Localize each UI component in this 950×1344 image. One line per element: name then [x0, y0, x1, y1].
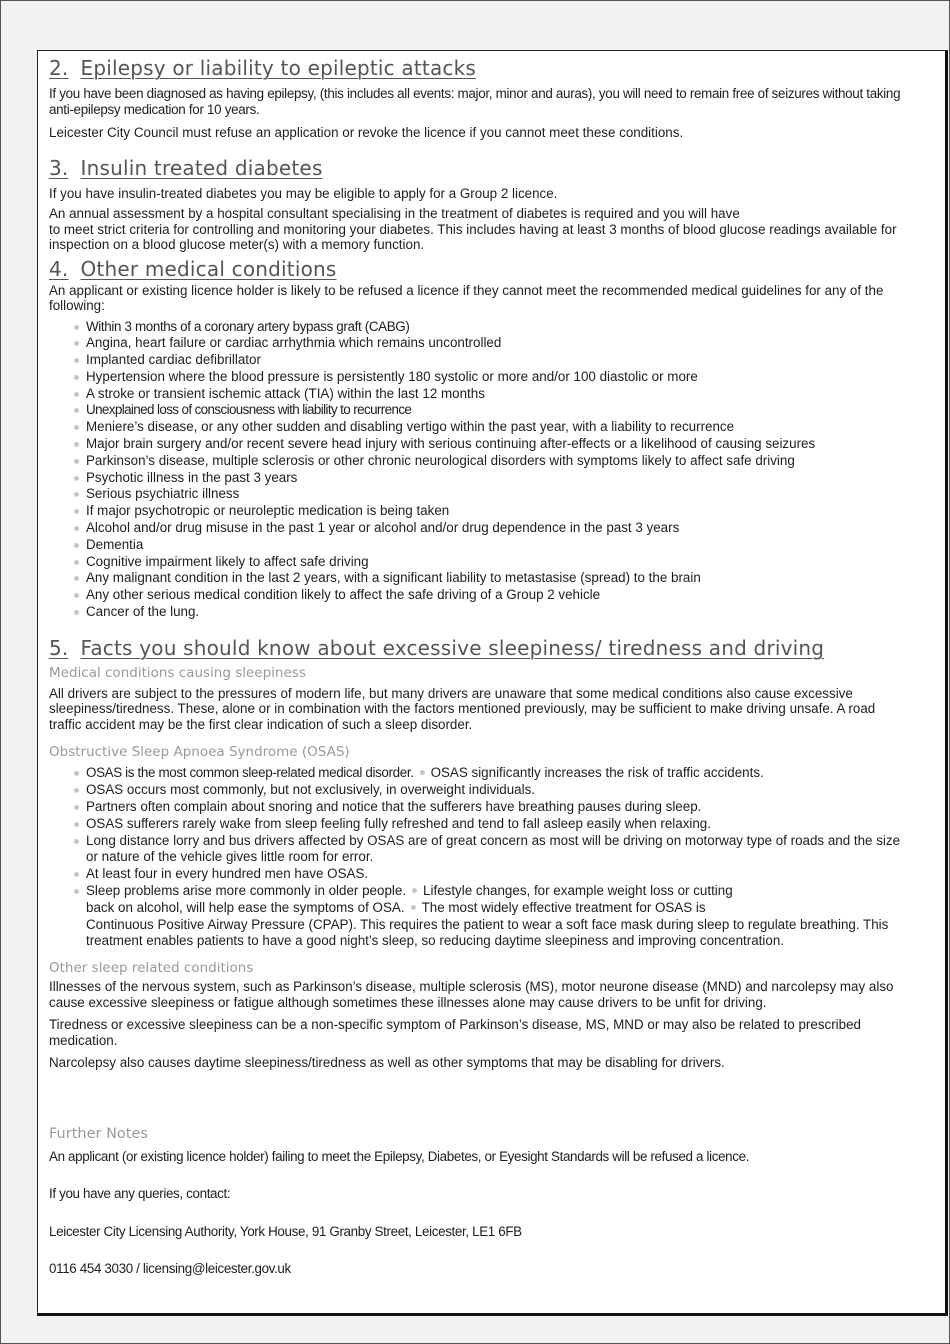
further-notes-address: Leicester City Licensing Authority, York House, 91 Granby Street, Leicester, LE1 6FB	[49, 1223, 522, 1239]
further-notes-line-2: If you have any queries, contact:	[49, 1186, 231, 1202]
section-5-heading: 5. Facts you should know about excessive sleepiness/ tiredness and driving	[49, 635, 825, 660]
further-notes-line-1: An applicant (or existing licence holder) failing to meet the Epilepsy, Diabetes, or Eyesight Standards will be refused a licence.	[49, 1148, 750, 1164]
epilepsy-paragraph-2: Leicester City Council must refuse an application or revoke the licence if you cannot meet these conditions.	[49, 125, 684, 140]
other-sleep-paragraph-2: Tiredness or excessive sleepiness can be a non-specific symptom of Parkinson’s disease, MS, MND or may also be related to prescribed medication.	[49, 1017, 861, 1048]
list-item: OSAS occurs most commonly, but not exclusively, in overweight individuals.	[74, 782, 911, 799]
section-2-heading: 2. Epilepsy or liability to epileptic attacks	[49, 56, 477, 80]
list-item: If major psychotropic or neuroleptic medication is being taken	[74, 503, 911, 520]
document-frame	[37, 50, 948, 1316]
list-item: Serious psychiatric illness	[74, 486, 911, 503]
list-item: Psychotic illness in the past 3 years	[74, 470, 911, 487]
section-3-heading: 3. Insulin treated diabetes	[49, 155, 323, 180]
list-item: A stroke or transient ischemic attack (TIA) within the last 12 months	[74, 386, 911, 403]
list-item: At least four in every hundred men have OSAS.	[74, 866, 911, 883]
document-content	[49, 56, 911, 1277]
other-conditions-intro: An applicant or existing licence holder is likely to be refused a licence if they cannot meet the recommended medical guidelines for any of the following:	[49, 282, 884, 313]
other-sleep-paragraph-3: Narcolepsy also causes daytime sleepiness/tiredness as well as other symptoms that may be disabling for drivers.	[49, 1055, 725, 1071]
further-notes	[49, 1126, 911, 1277]
list-item: Cancer of the lung.	[74, 604, 911, 621]
bullet-icon	[411, 905, 416, 910]
list-item: Sleep problems arise more commonly in older people. Lifestyle changes, for example weight loss or cutting back on alcohol, will help ease the symptoms of OSA. The most widely effective treatment for OSAS is Continuous Positive Airway Pressure (CPAP). This requires the patient to wear a soft face mask during sleep to regulate breathing. This treatment enables patients to have a good night’s sleep, so reducing daytime sleepiness and improving concentration.	[74, 883, 911, 950]
epilepsy-paragraph-1: If you have been diagnosed as having epilepsy, (this includes all events: major, minor and auras), you will need to remain free of seizures without taking anti-epilepsy medication for 10 years.	[49, 86, 901, 117]
list-item: Hypertension where the blood pressure is persistently 180 systolic or more and/or 100 diastolic or more	[74, 369, 911, 386]
list-item: Cognitive impairment likely to affect safe driving	[74, 554, 911, 571]
list-item: Angina, heart failure or cardiac arrhythmia which remains uncontrolled	[74, 335, 911, 352]
list-item: Long distance lorry and bus drivers affected by OSAS are of great concern as most will be driving on motorway type of roads and the size or nature of the vehicle gives little room for error.	[74, 833, 911, 867]
list-item: Alcohol and/or drug misuse in the past 1 year or alcohol and/or drug dependence in the past 3 years	[74, 520, 911, 537]
further-notes-heading: Further Notes	[49, 1125, 148, 1142]
list-item: Meniere’s disease, or any other sudden and disabling vertigo within the past year, with a liability to recurrence	[74, 419, 911, 436]
list-item: Parkinson’s disease, multiple sclerosis or other chronic neurological disorders with symptoms likely to affect safe driving	[74, 453, 911, 470]
list-item: Any other serious medical condition likely to affect the safe driving of a Group 2 vehicle	[74, 587, 911, 604]
other-conditions-list	[49, 319, 911, 621]
list-item: Unexplained loss of consciousness with liability to recurrence	[74, 402, 911, 419]
sleepiness-paragraph: All drivers are subject to the pressures of modern life, but many drivers are unaware that some medical conditions also cause excessive sleepiness/tiredness. These, alone or in combination with the factors mentioned previously, may be sufficient to make driving unsafe. A road traffic accident may be the first clear indication of such a sleep disorder.	[49, 685, 876, 732]
subheading-osas: Obstructive Sleep Apnoea Syndrome (OSAS)	[49, 744, 350, 761]
list-item: Implanted cardiac defibrillator	[74, 352, 911, 369]
subheading-medical-conditions: Medical conditions causing sleepiness	[49, 664, 306, 681]
section-4-heading: 4. Other medical conditions	[49, 256, 337, 281]
list-item: Major brain surgery and/or recent severe head injury with serious continuing after-effects or a likelihood of causing seizures	[74, 436, 911, 453]
bullet-icon	[412, 888, 417, 893]
list-item: OSAS is the most common sleep-related medical disorder. OSAS significantly increases the risk of traffic accidents.	[74, 765, 911, 782]
list-item: Partners often complain about snoring and notice that the sufferers have breathing pauses during sleep.	[74, 799, 911, 816]
osas-list	[49, 765, 911, 950]
diabetes-paragraph-1: If you have insulin-treated diabetes you may be eligible to apply for a Group 2 licence.	[49, 185, 558, 201]
subheading-other-sleep-conditions: Other sleep related conditions	[49, 960, 254, 977]
list-item: Any malignant condition in the last 2 years, with a significant liability to metastasise (spread) to the brain	[74, 570, 911, 587]
diabetes-paragraph-2: An annual assessment by a hospital consultant specialising in the treatment of diabetes is required and you will have to meet strict criteria for controlling and monitoring your diabetes. This includes having at least 3 months of blood glucose readings available for inspection on a blood glucose meter(s) with a memory function.	[49, 206, 897, 252]
bullet-icon	[420, 770, 425, 775]
list-item: OSAS sufferers rarely wake from sleep feeling fully refreshed and tend to fall asleep easily when relaxing.	[74, 816, 911, 833]
further-notes-contact: 0116 454 3030 / licensing@leicester.gov.uk	[49, 1261, 291, 1277]
other-sleep-paragraph-1: Illnesses of the nervous system, such as Parkinson’s disease, multiple sclerosis (MS), motor neurone disease (MND) and narcolepsy may also cause excessive sleepiness or fatigue although sometimes these illnesses alone may cause drivers to be unfit for driving.	[49, 979, 894, 1010]
list-item: Dementia	[74, 537, 911, 554]
list-item: Within 3 months of a coronary artery bypass graft (CABG)	[74, 319, 911, 336]
